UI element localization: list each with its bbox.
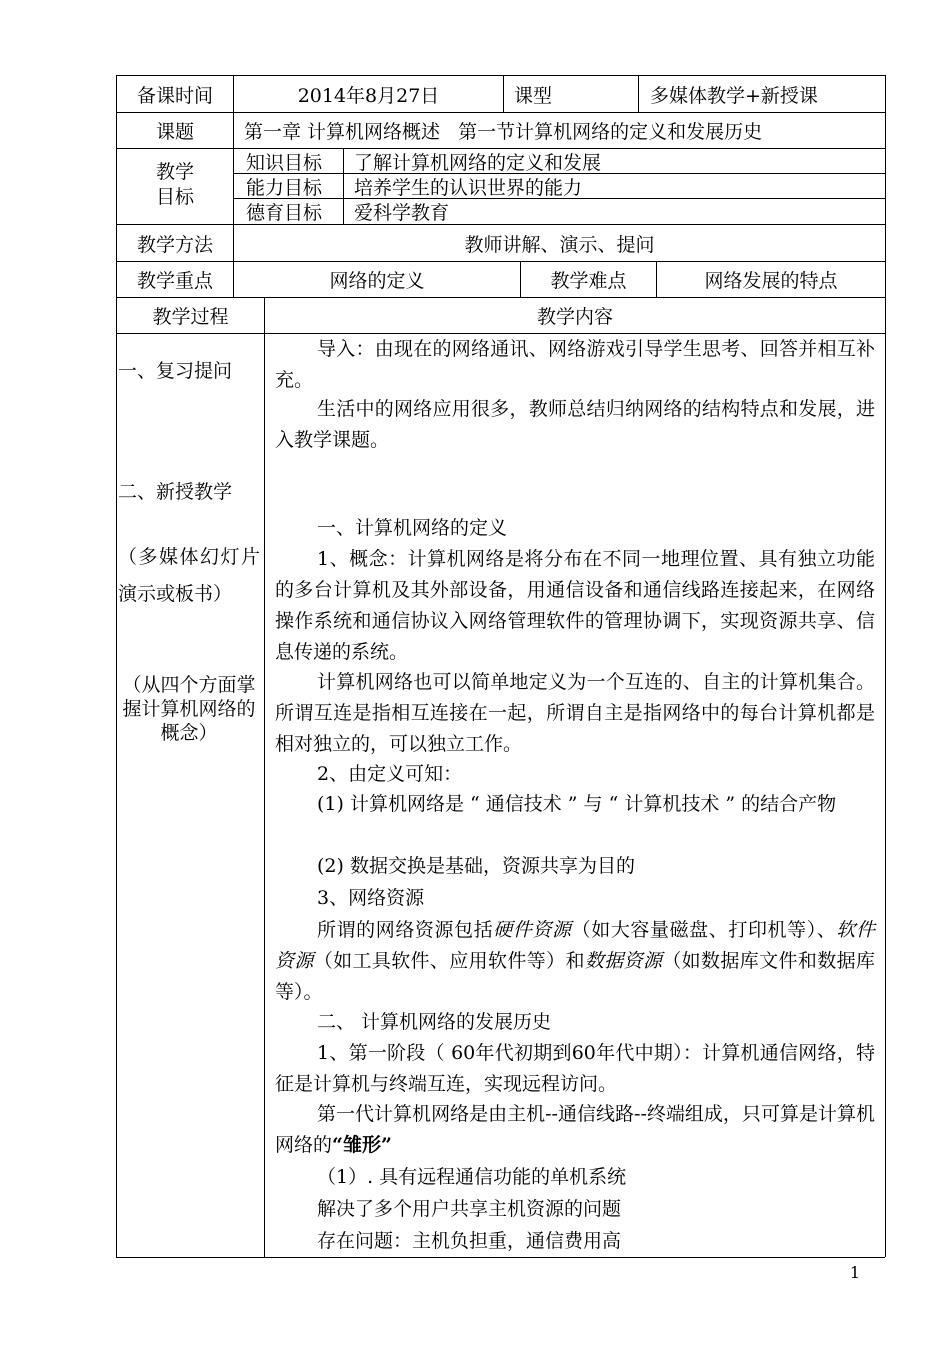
focus-value: 网络的定义 bbox=[329, 270, 425, 292]
content-intro: 导入：由现在的网络通讯、网络游戏引导学生思考、回答并相互补充。 bbox=[275, 338, 875, 391]
time-value: 2014年8月27日 bbox=[297, 84, 440, 107]
content-stage-1: 1、第一阶段（ 60年代初期到60年代中期）：计算机通信网络，特征是计算机与终端互连，实现远程访问。 bbox=[275, 1042, 875, 1095]
topic-label: 课题 bbox=[155, 121, 194, 143]
focus-label: 教学重点 bbox=[136, 270, 213, 292]
content-point-1: (1) 计算机网络是 “ 通信技术 ” 与 “ 计算机技术 ” 的结合产物 bbox=[317, 793, 837, 815]
hardware-resource: 硬件资源 bbox=[493, 919, 572, 941]
content-first-generation bbox=[275, 1099, 875, 1161]
page-number: 1 bbox=[849, 1263, 860, 1282]
content-network-resources: 3、网络资源 bbox=[317, 887, 425, 909]
goal-value-ability: 培养学生的认识世界的能力 bbox=[354, 176, 583, 199]
resource-text-4: （如数据库文件和数据库等）。 bbox=[275, 950, 875, 1003]
note-media: （多媒体幻灯片演示或板书） bbox=[118, 546, 260, 605]
content-single-system: （1）. 具有远程通信功能的单机系统 bbox=[317, 1166, 627, 1188]
note-concept: （从四个方面掌握计算机网络的概念） bbox=[122, 674, 256, 744]
goals-label bbox=[117, 160, 233, 210]
prototype-term: “雏形” bbox=[332, 1134, 392, 1156]
method-value: 教师讲解、演示、提问 bbox=[464, 233, 655, 256]
step-new-teaching: 二、新授教学 bbox=[118, 481, 233, 503]
software-resource: 软件资源 bbox=[275, 919, 875, 972]
type-label: 课型 bbox=[514, 84, 553, 107]
step-review: 一、复习提问 bbox=[118, 360, 233, 382]
content-solved-problem: 解决了多个用户共享主机资源的问题 bbox=[317, 1198, 622, 1220]
content-resource-types bbox=[275, 915, 875, 1008]
section-heading-definition: 一、计算机网络的定义 bbox=[317, 517, 508, 539]
time-label: 备课时间 bbox=[136, 84, 213, 107]
goal-value-moral: 爱科学教育 bbox=[354, 202, 450, 224]
content-summary: 生活中的网络应用很多，教师总结归纳网络的结构特点和发展，进入教学课题。 bbox=[275, 398, 875, 451]
goal-label-ability: 能力目标 bbox=[246, 176, 323, 199]
difficulty-label: 教学难点 bbox=[550, 270, 627, 292]
difficulty-value: 网络发展的特点 bbox=[704, 270, 838, 292]
content-definition-points: 2、由定义可知： bbox=[317, 763, 463, 785]
type-value: 多媒体教学+新授课 bbox=[650, 84, 818, 107]
goals-label-line1: 教学 bbox=[155, 161, 194, 183]
goal-label-knowledge: 知识目标 bbox=[246, 151, 323, 174]
section-heading-history: 二、 计算机网络的发展历史 bbox=[317, 1011, 552, 1033]
data-resource: 数据资源 bbox=[584, 950, 663, 972]
method-label: 教学方法 bbox=[136, 233, 213, 256]
content-label: 教学内容 bbox=[536, 306, 613, 328]
resource-text-3: （如工具软件、应用软件等）和 bbox=[313, 950, 585, 972]
goal-label-moral: 德育目标 bbox=[246, 202, 323, 224]
process-label: 教学过程 bbox=[152, 306, 229, 328]
content-concept: 1、概念：计算机网络是将分布在不同一地理位置、具有独立功能的多台计算机及其外部设备，用通信设备和通信线路连接起来，在网络操作系统和通信协议入网络管理软件的管理协调下，实现资源共享、信息传递的系统。 bbox=[275, 548, 875, 663]
goal-value-knowledge: 了解计算机网络的定义和发展 bbox=[354, 151, 602, 174]
content-point-2: (2) 数据交换是基础，资源共享为目的 bbox=[317, 855, 635, 877]
goals-label-line2: 目标 bbox=[155, 186, 194, 208]
first-generation-text: 第一代计算机网络是由主机--通信线路--终端组成，只可算是计算机网络的 bbox=[275, 1103, 875, 1156]
content-simple-definition: 计算机网络也可以简单地定义为一个互连的、自主的计算机集合。所谓互连是指相互连接在一起，所谓自主是指网络中的每台计算机都是相对独立的，可以独立工作。 bbox=[275, 671, 875, 755]
resource-text-2: （如大容量磁盘、打印机等）、 bbox=[571, 919, 837, 941]
resource-text-1: 所谓的网络资源包括 bbox=[317, 919, 494, 941]
topic-value: 第一章 计算机网络概述 第一节计算机网络的定义和发展历史 bbox=[244, 121, 763, 143]
content-existing-issues: 存在问题：主机负担重，通信费用高 bbox=[317, 1230, 622, 1252]
